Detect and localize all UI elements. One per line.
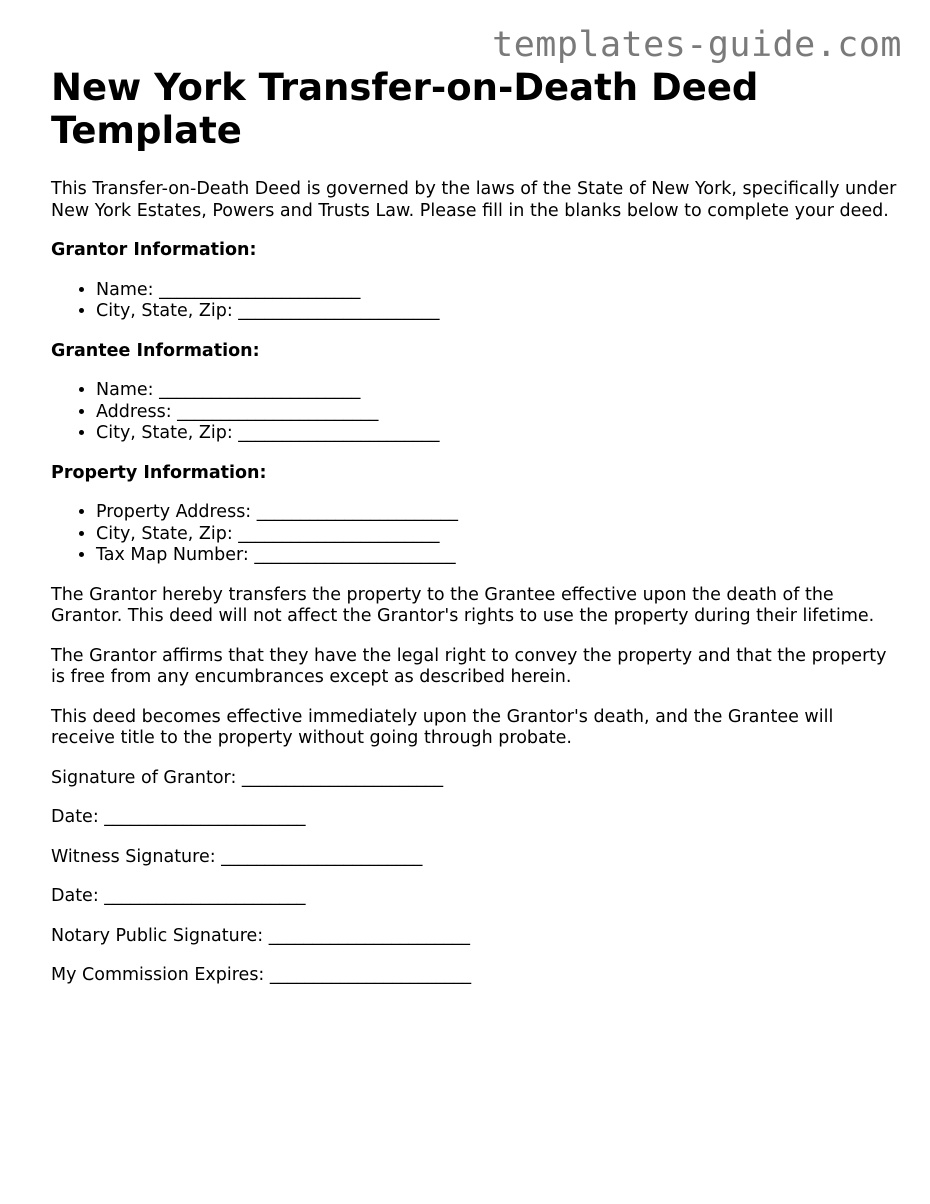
witness-signature-line: Witness Signature: _______________________	[51, 846, 423, 867]
effective-paragraph: This deed becomes effective immediately upon the Grantor's death, and the Grantee will receive title to the property without going through probate.	[51, 706, 834, 748]
grantee-name-field: • Name: _______________________	[96, 380, 901, 402]
grantee-field-list	[51, 380, 901, 445]
transfer-paragraph: The Grantor hereby transfers the property to the Grantee effective upon the death of the Grantor. This deed will not affect the Grantor's rights to use the property during their lifetime.	[51, 584, 875, 626]
document-title: New York Transfer-on-Death Deed Template	[51, 66, 759, 152]
grantee-section-heading: Grantee Information:	[51, 340, 260, 361]
grantee-address-field: • Address: _______________________	[96, 402, 901, 424]
grantor-name-field: • Name: _______________________	[96, 280, 901, 302]
property-section-heading: Property Information:	[51, 462, 267, 483]
witness-date-line: Date: _______________________	[51, 886, 306, 906]
grantor-city-state-zip-field: • City, State, Zip: _______________________	[96, 301, 901, 323]
notary-signature-line: Notary Public Signature: _______________________	[51, 925, 470, 946]
property-address-field: • Property Address: _______________________	[96, 502, 901, 524]
tax-map-number-field: • Tax Map Number: _______________________	[96, 545, 901, 567]
grantor-field-list	[51, 280, 901, 323]
affirmation-paragraph: The Grantor affirms that they have the legal right to convey the property and that the property is free from any encumbrances except as described herein.	[51, 645, 887, 687]
grantor-section-heading: Grantor Information:	[51, 240, 257, 260]
grantor-signature-line: Signature of Grantor: _______________________	[51, 767, 444, 788]
commission-expires-line: My Commission Expires: _______________________	[51, 965, 472, 985]
document-page	[51, 66, 901, 987]
grantor-date-line: Date: _______________________	[51, 807, 306, 827]
watermark: templates-guide.com	[492, 25, 902, 65]
property-city-state-zip-field: • City, State, Zip: _______________________	[96, 524, 901, 546]
property-field-list	[51, 502, 901, 567]
intro-paragraph: This Transfer-on-Death Deed is governed by the laws of the State of New York, specifically under New York Estates, Powers and Trusts Law. Please fill in the blanks below to complete your deed.	[51, 179, 897, 221]
grantee-city-state-zip-field: • City, State, Zip: _______________________	[96, 423, 901, 445]
